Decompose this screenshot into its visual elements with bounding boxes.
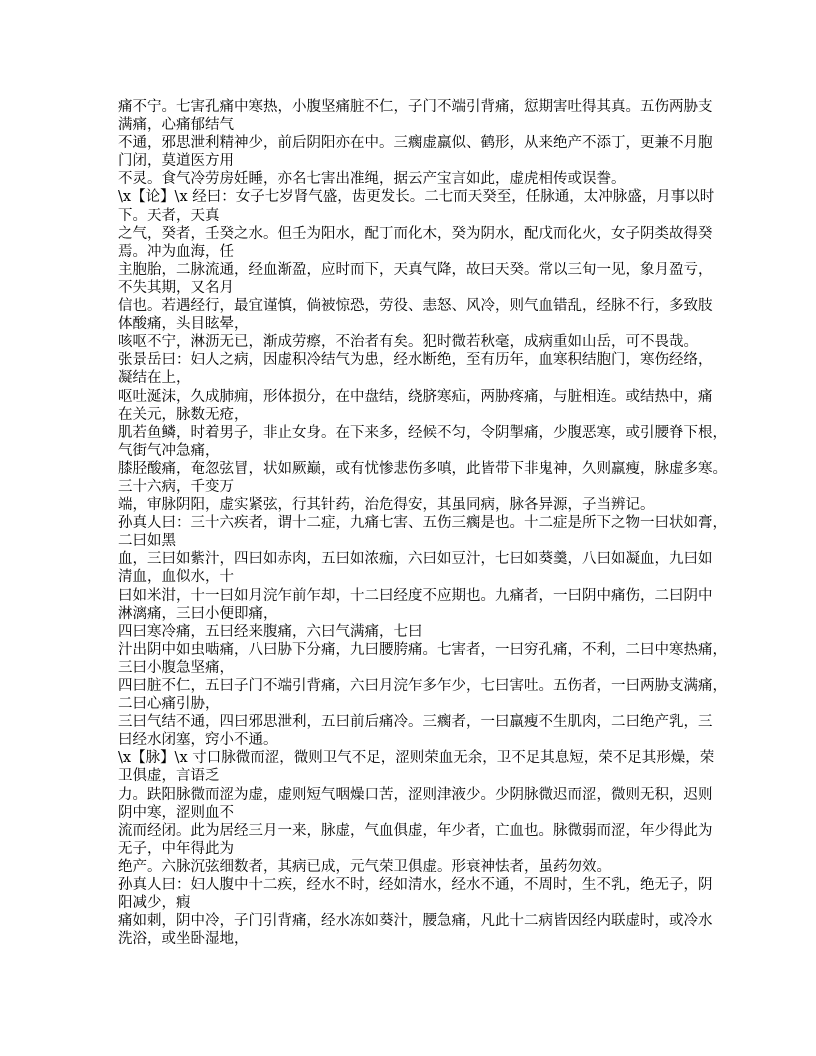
text-line: 血，三曰如紫汁，四曰如赤肉，五曰如浓痂，六曰如豆汁，七曰如葵羹，八曰如凝血，九曰如 xyxy=(118,551,713,568)
text-line: 力。趺阳脉微而涩为虚，虚则短气咽燥口苦，涩则津液少。少阴脉微迟而涩，微则无积，迟则 xyxy=(118,786,713,803)
text-line: 不灵。食气冷劳房妊睡，亦名七害出准绳，据云产宝言如此，虚虎相传或误誊。 xyxy=(118,171,626,188)
document-body xyxy=(118,98,727,948)
text-line: 曰经水闭塞，窍小不通。 xyxy=(118,732,278,749)
text-line: 无子，中年得此为 xyxy=(118,840,234,857)
text-line: 洗浴，或坐卧湿地， xyxy=(118,931,249,948)
text-line: 之气，癸者，壬癸之水。但壬为阳水，配丁而化木，癸为阴水，配戊而化火，女子阴类故得癸 xyxy=(118,225,713,242)
text-line: 满痛，心痛郁结气 xyxy=(118,117,234,134)
text-line: 张景岳曰：妇人之病，因虚积冷结气为患，经水断绝，至有历年，血寒积结胞门，寒伤经络， xyxy=(118,352,713,369)
text-line: 绝产。六脉沉弦细数者，其病已成，元气荣卫俱虚。形衰神怯者，虽药勿效。 xyxy=(118,858,611,875)
text-line: 二曰如黑 xyxy=(118,533,176,550)
text-line: 孙真人曰：三十六疾者，谓十二症，九痛七害、五伤三瘸是也。十二症是所下之物一曰状如膏， xyxy=(118,515,727,532)
text-line: 在关元，脉数无疮， xyxy=(118,406,249,423)
text-line: 清血，血似水，十 xyxy=(118,569,234,586)
text-line: 三曰气结不通，四曰邪思泄利，五曰前后痛冷。三瘸者，一曰羸瘦不生肌肉，二曰绝产乳，三 xyxy=(118,714,713,731)
text-line: 下。天者，天真 xyxy=(118,207,220,224)
text-line: 痛如刺，阴中冷，子门引背痛，经水冻如葵汁，腰急痛，凡此十二病皆因经内联虚时，或冷水 xyxy=(118,913,713,930)
text-line: \x【脉】\x 寸口脉微而涩，微则卫气不足，涩则荣血无余，卫不足其息短，荣不足其形燥，荣 xyxy=(118,750,715,767)
text-line: 四曰脏不仁，五曰子门不端引背痛，六曰月浣乍多乍少，七曰害吐。五伤者，一曰两胁支满痛， xyxy=(118,678,727,694)
text-line: 信也。若遇经行，最宜谨慎，倘被惊恐，劳役、恚怒、风冷，则气血错乱，经脉不行，多致肢 xyxy=(118,298,713,315)
text-line: 不通，邪思泄利精神少，前后阴阳亦在中。三瘸虚羸似、鹤形，从来绝产不添丁，更兼不月胞 xyxy=(118,135,713,152)
text-line: 淋漓痛，三曰小便即痛， xyxy=(118,605,278,622)
text-line: 气街气冲急痛， xyxy=(118,442,220,459)
text-line: 端，审脉阴阳，虚实紧弦，行其针药，治危得安，其虽同病，脉各异源，子当辨记。 xyxy=(118,497,655,514)
text-line: 二曰心痛引胁， xyxy=(118,696,220,713)
text-line: 流而经闭。此为居经三月一来，脉虚，气血俱虚，年少者，亡血也。脉微弱而涩，年少得此为 xyxy=(118,822,713,839)
text-line: 体酸痛，头目眩晕， xyxy=(118,316,249,333)
text-line: 卫俱虚，言语乏 xyxy=(118,768,220,785)
text-line: 阴中寒，涩则血不 xyxy=(118,804,234,821)
text-line: 膝胫酸痛，奄忽弦冒，状如厥巅，或有忧惨悲伤多嗔，此皆带下非鬼神，久则羸瘦，脉虚多寒。 xyxy=(118,460,727,477)
text-line: 痛不宁。七害孔痛中寒热，小腹坚痛脏不仁，子门不端引背痛，愆期害吐得其真。五伤两胁支 xyxy=(118,99,713,115)
text-line: 凝结在上， xyxy=(118,370,191,387)
text-line: 曰如米泔，十一曰如月浣乍前乍却，十二曰经度不应期也。九痛者，一曰阴中痛伤，二曰阴中 xyxy=(118,587,713,604)
text-line: 呕吐涎沫，久成肺痈，形体损分，在中盘结，绕脐寒疝，两胁疼痛，与脏相连。或结热中，痛 xyxy=(118,388,713,405)
text-line: 门闭，莫道医方用 xyxy=(118,153,234,170)
text-line: 咳呕不宁，淋沥无已，渐成劳瘵，不治者有矣。犯时微若秋毫，成病重如山岳，可不畏哉。 xyxy=(118,334,698,351)
text-line: 肌若鱼鳞，时着男子，非止女身。在下来多，经候不匀，令阴掣痛，少腹恶寒，或引腰脊下根， xyxy=(118,424,727,441)
text-line: 汁出阴中如虫啮痛，八曰胁下分痛，九曰腰胯痛。七害者，一曰穷孔痛，不利，二曰中寒热痛， xyxy=(118,641,727,658)
text-line: 孙真人曰：妇人腹中十二疾，经水不时，经如清水，经水不通，不周时，生不乳，绝无子，阴 xyxy=(118,877,713,894)
text-line: 四曰寒冷痛，五曰经来腹痛，六曰气满痛，七曰 xyxy=(118,623,423,640)
text-line: 阳减少，瘕 xyxy=(118,895,191,912)
text-line: 不失其期，又名月 xyxy=(118,279,234,296)
text-line: 三曰小腹急坚痛， xyxy=(118,659,234,676)
text-line: 焉。冲为血海，任 xyxy=(118,243,234,260)
text-line: 主胞胎，二脉流通，经血渐盈，应时而下，天真气降，故曰天癸。常以三旬一见，象月盈亏， xyxy=(118,261,713,278)
text-line: 三十六病，千变万 xyxy=(118,478,234,495)
text-line: \x【论】\x 经曰：女子七岁肾气盛，齿更发长。二七而天癸至，任脉通，太冲脉盛，月事以时 xyxy=(118,189,715,206)
